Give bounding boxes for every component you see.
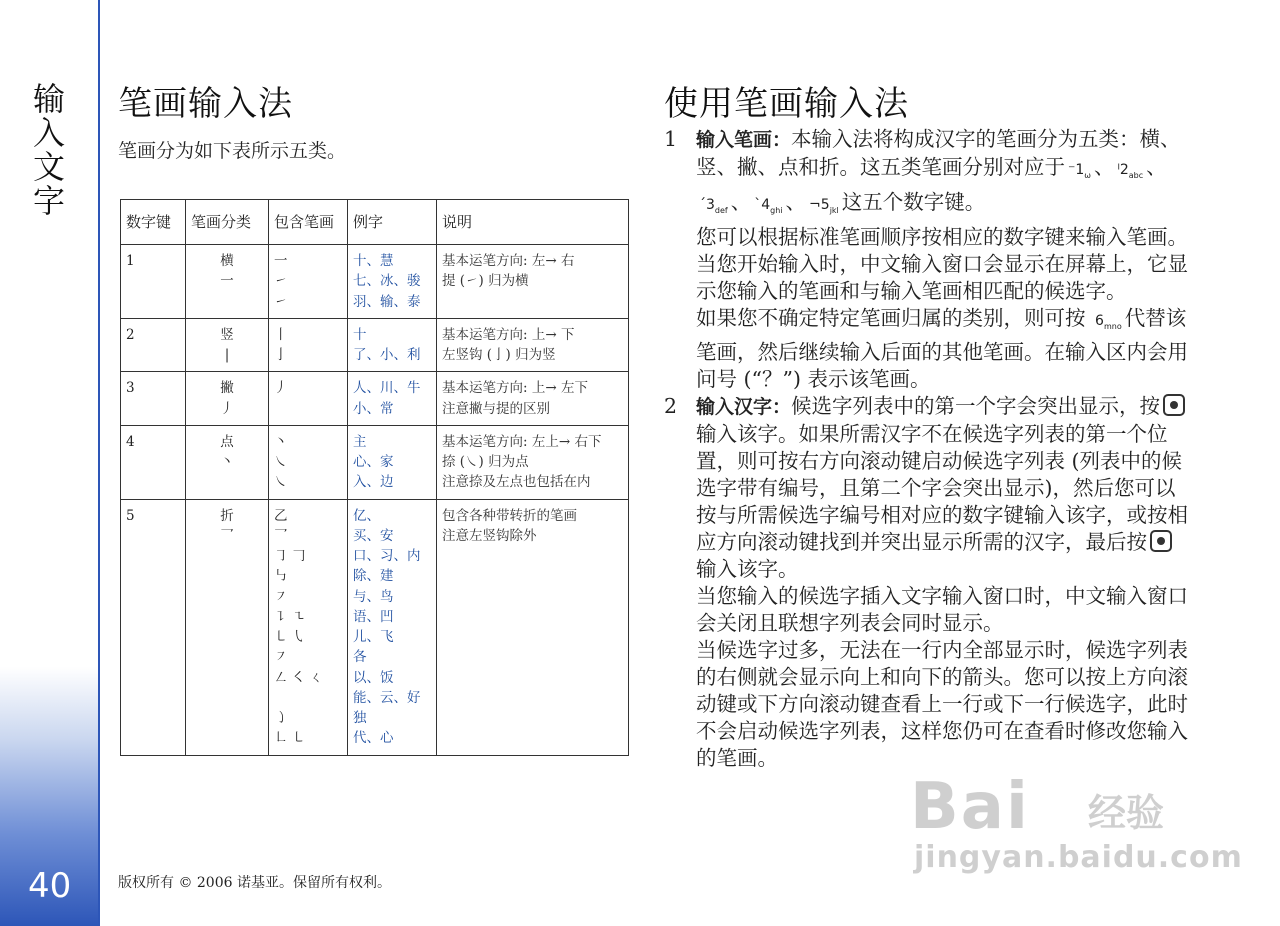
cell-category-line: 一 — [220, 273, 234, 290]
cell-category-line: 点 — [220, 433, 234, 450]
cell-examples — [348, 425, 437, 499]
cell-strokes-line: 一 — [274, 253, 288, 269]
key-label: ⁻1 — [1068, 162, 1085, 178]
cell-category-line: 丶 — [220, 454, 234, 470]
cell-key: 3 — [121, 372, 186, 426]
stroke-table — [120, 199, 629, 756]
cell-key: 4 — [121, 425, 186, 499]
table-row — [121, 318, 629, 372]
cell-strokes-line: ㇗ ㇄ — [274, 730, 306, 747]
cell-notes — [437, 318, 629, 372]
step-number: 2 — [664, 394, 678, 419]
number-key-list: $^-1_\omega$ 、 $ˡ2_{abc}$ 、$ˊ3_{def}$ 、 $ˋ4_{ghi}$ 、 $\neg 5_{jkl}$ — [696, 155, 1167, 214]
cell-key: 5 — [121, 499, 186, 755]
cell-strokes-line: 丶 — [274, 433, 288, 450]
cell-strokes-line: 乙 — [274, 507, 288, 524]
cell-notes — [437, 499, 629, 755]
cell-examples-line: 十 — [353, 326, 367, 343]
cell-category — [186, 499, 269, 755]
select-key-icon — [1163, 394, 1185, 416]
step-1-para-2: 您可以根据标准笔画顺序按相应的数字键来输入笔画。当您开始输入时，中文输入窗口会显示在屏幕上，它显示您输入的笔画和与输入笔画相匹配的候选字。 — [696, 224, 1188, 303]
key-label: ¬5 — [809, 196, 830, 213]
table-row — [121, 425, 629, 499]
table-header-row — [121, 200, 629, 245]
cell-notes-line: 注意捺及左点也包括在内 — [442, 474, 591, 491]
cell-strokes-line: ㇀ — [274, 273, 288, 290]
instruction-steps — [664, 126, 1194, 772]
number-key-icon — [1115, 157, 1147, 189]
number-key-icon — [806, 192, 842, 224]
step-2-para-1 — [696, 393, 1194, 583]
cell-notes-line: 注意撇与提的区别 — [442, 400, 550, 417]
cell-key: 1 — [121, 245, 186, 319]
cell-examples-line: 七、冰、骏 — [353, 273, 421, 290]
cell-category-line: | — [224, 347, 230, 363]
cell-examples-line: 了、小、利 — [353, 347, 421, 363]
cell-examples-line: 人、川、牛 — [353, 380, 421, 397]
step-text: 候选字列表中的第一个字会突出显示，按 — [791, 394, 1161, 419]
key-6-icon — [1092, 308, 1125, 340]
step-lead: 输入笔画： — [696, 129, 792, 151]
cell-notes-line: 捺 (㇏) 归为点 — [442, 454, 529, 470]
baidu-watermark — [910, 770, 1243, 880]
step-1-para-3 — [696, 305, 1194, 394]
cell-notes — [437, 425, 629, 499]
cell-category — [186, 318, 269, 372]
cell-strokes-line: ㇀ — [274, 293, 288, 310]
header-notes: 说明 — [437, 200, 629, 245]
cell-examples — [348, 245, 437, 319]
step-text: 代替该笔画，然后继续输入后面的其他笔画。在输入区内会用问号 (“？”) 表示该笔画。 — [696, 305, 1188, 392]
cell-notes-line: 注意左竖钩除外 — [442, 527, 537, 544]
step-2-para-3: 当候选字过多，无法在一行内全部显示时，候选字列表的右侧就会显示向上和向下的箭头。您可以按上方向滚动键或下方向滚动键查看上一行或下一行候选字，此时不会启动候选字列表，这样您仍可在查看时修改您输入的笔画。 — [696, 638, 1188, 771]
table-row — [121, 245, 629, 319]
cell-examples-line: 羽、输、泰 — [353, 293, 421, 310]
cell-examples-line: 以、饭 — [353, 669, 394, 686]
cell-strokes — [269, 425, 348, 499]
key-sub: jkl — [829, 205, 839, 215]
cell-examples-line: 代、心 — [353, 730, 394, 747]
key-sub: abc — [1128, 170, 1144, 180]
watermark-brand-2: 经验 — [1088, 791, 1165, 835]
cell-strokes — [269, 245, 348, 319]
cell-category — [186, 245, 269, 319]
cell-strokes — [269, 372, 348, 426]
number-key-icon — [751, 192, 785, 224]
cell-examples — [348, 499, 437, 755]
left-section-title: 笔画输入法 — [118, 84, 293, 124]
cell-category — [186, 425, 269, 499]
intro-text: 笔画分为如下表所示五类。 — [118, 140, 347, 162]
cell-strokes-line — [274, 688, 342, 708]
sidebar-divider — [98, 0, 100, 926]
cell-examples-line: 十、慧 — [353, 253, 394, 269]
key-label: 6 — [1095, 312, 1104, 329]
cell-notes-line: 基本运笔方向: 左上→ 右下 — [442, 433, 602, 450]
chapter-title: 输入文字 — [28, 82, 66, 218]
table-row — [121, 372, 629, 426]
cell-strokes-line: ㇇ — [274, 649, 288, 666]
cell-strokes-line: ㇁ — [274, 710, 288, 726]
cell-strokes-line: ㇆ 𠃌 — [274, 548, 306, 564]
cell-strokes — [269, 318, 348, 372]
key-label: ˋ4 — [754, 196, 771, 213]
cell-examples-line: 小、常 — [353, 400, 394, 417]
copyright-footer: 版权所有 © 2006 诺基亚。保留所有权利。 — [118, 875, 391, 891]
cell-notes-line: 基本运笔方向: 左→ 右 — [442, 253, 575, 269]
step-text: 这五个数字键。 — [841, 189, 986, 214]
cell-examples-line: 儿、飞 — [353, 629, 394, 645]
step-2 — [664, 393, 1194, 772]
key-label: ˊ3 — [699, 196, 715, 213]
key-sub: mno — [1103, 321, 1122, 331]
cell-notes-line: 左竖钩 (亅) 归为竖 — [442, 347, 556, 363]
cell-examples-line: 口、习、内 — [353, 548, 421, 564]
cell-strokes-line: ㇄ ㇂ — [274, 629, 306, 645]
cell-examples-line: 亿、 — [353, 507, 380, 524]
header-strokes: 包含笔画 — [269, 200, 348, 245]
right-section-title: 使用笔画输入法 — [664, 84, 909, 124]
header-key: 数字键 — [121, 200, 186, 245]
cell-strokes-line: ㇉ — [274, 568, 288, 585]
cell-category-line: 折 — [220, 507, 234, 524]
select-key-icon — [1150, 530, 1172, 552]
cell-examples — [348, 372, 437, 426]
cell-strokes — [269, 499, 348, 755]
header-examples: 例字 — [348, 200, 437, 245]
cell-strokes-line: ㇏ — [274, 474, 288, 491]
cell-examples-line: 能、云、好 — [353, 689, 421, 706]
cell-examples — [348, 318, 437, 372]
cell-examples-line: 语、凹 — [353, 608, 394, 625]
watermark-brand: Bai — [910, 770, 1030, 844]
step-text: 输入该字。如果所需汉字不在候选字列表的第一个位置，则可按右方向滚动键启动候选字列表 (列表中的候选字带有编号，且第二个字会突出显示)，然后您可以按与所需候选字编号相对应的数字键输入该字，或按相应方向滚动键找到并突出显示所需的汉字，最后按 — [696, 422, 1188, 555]
key-label: ˡ2 — [1117, 162, 1129, 178]
cell-notes-line: 基本运笔方向: 上→ 左下 — [442, 380, 588, 397]
key-sub: ghi — [770, 205, 783, 215]
cell-notes — [437, 372, 629, 426]
cell-strokes-line: ㇊ ㇍ — [274, 608, 306, 625]
cell-notes-line: 提 (㇀) 归为横 — [442, 273, 529, 290]
step-1 — [664, 126, 1194, 393]
step-1-para-1 — [696, 126, 1194, 224]
number-key-icon — [696, 192, 731, 224]
cell-strokes-line: 亅 — [274, 347, 288, 363]
cell-strokes-line: 丨 — [274, 326, 288, 343]
cell-examples-line: 买、安 — [353, 527, 394, 544]
cell-key: 2 — [121, 318, 186, 372]
cell-strokes-line: 丿 — [274, 380, 288, 397]
step-lead: 输入汉字： — [696, 396, 792, 419]
cell-strokes-line: ㇇ — [274, 588, 288, 605]
cell-category-line: 横 — [220, 253, 234, 269]
table-row — [121, 499, 629, 755]
cell-notes — [437, 245, 629, 319]
watermark-url: jingyan.baidu.com — [914, 840, 1243, 875]
cell-category-line: 撇 — [220, 380, 234, 397]
step-text: 输入该字。 — [696, 557, 799, 582]
cell-strokes-line: ㇏ — [274, 454, 288, 470]
cell-examples-line: 各 — [353, 649, 367, 666]
step-2-para-2: 当您输入的候选字插入文字输入窗口时，中文输入窗口会关闭且联想字列表会同时显示。 — [696, 584, 1188, 636]
cell-strokes-line: ㇜ ㇛ ㄑ — [274, 669, 324, 686]
cell-category-line: 乛 — [220, 527, 234, 544]
cell-examples-line: 入、边 — [353, 474, 394, 491]
page-number: 40 — [28, 866, 72, 906]
header-category: 笔画分类 — [186, 200, 269, 245]
cell-category-line: 丿 — [220, 400, 234, 417]
cell-examples-line: 主 — [353, 433, 367, 450]
step-text: 如果您不确定特定笔画归属的类别，则可按 — [696, 305, 1086, 330]
cell-examples-line: 与、鸟 — [353, 588, 394, 605]
number-key-icon — [1065, 157, 1094, 189]
cell-examples-line: 心、家 — [353, 454, 394, 470]
key-sub: def — [714, 205, 728, 215]
cell-notes-line: 包含各种带转折的笔画 — [442, 507, 577, 524]
cell-examples-line: 除、建 — [353, 568, 394, 585]
cell-category-line: 竖 — [220, 326, 234, 343]
cell-category — [186, 372, 269, 426]
step-number: 1 — [664, 127, 678, 151]
step-text: 本输入法将构成汉字的笔画分为五类：横、竖、撇、点和折。这五类笔画分别对应于 — [696, 127, 1181, 179]
cell-examples-line: 独 — [353, 710, 367, 726]
cell-strokes-line: 乛 — [274, 527, 288, 544]
key-sub: ω — [1084, 170, 1091, 180]
cell-notes-line: 基本运笔方向: 上→ 下 — [442, 326, 575, 343]
